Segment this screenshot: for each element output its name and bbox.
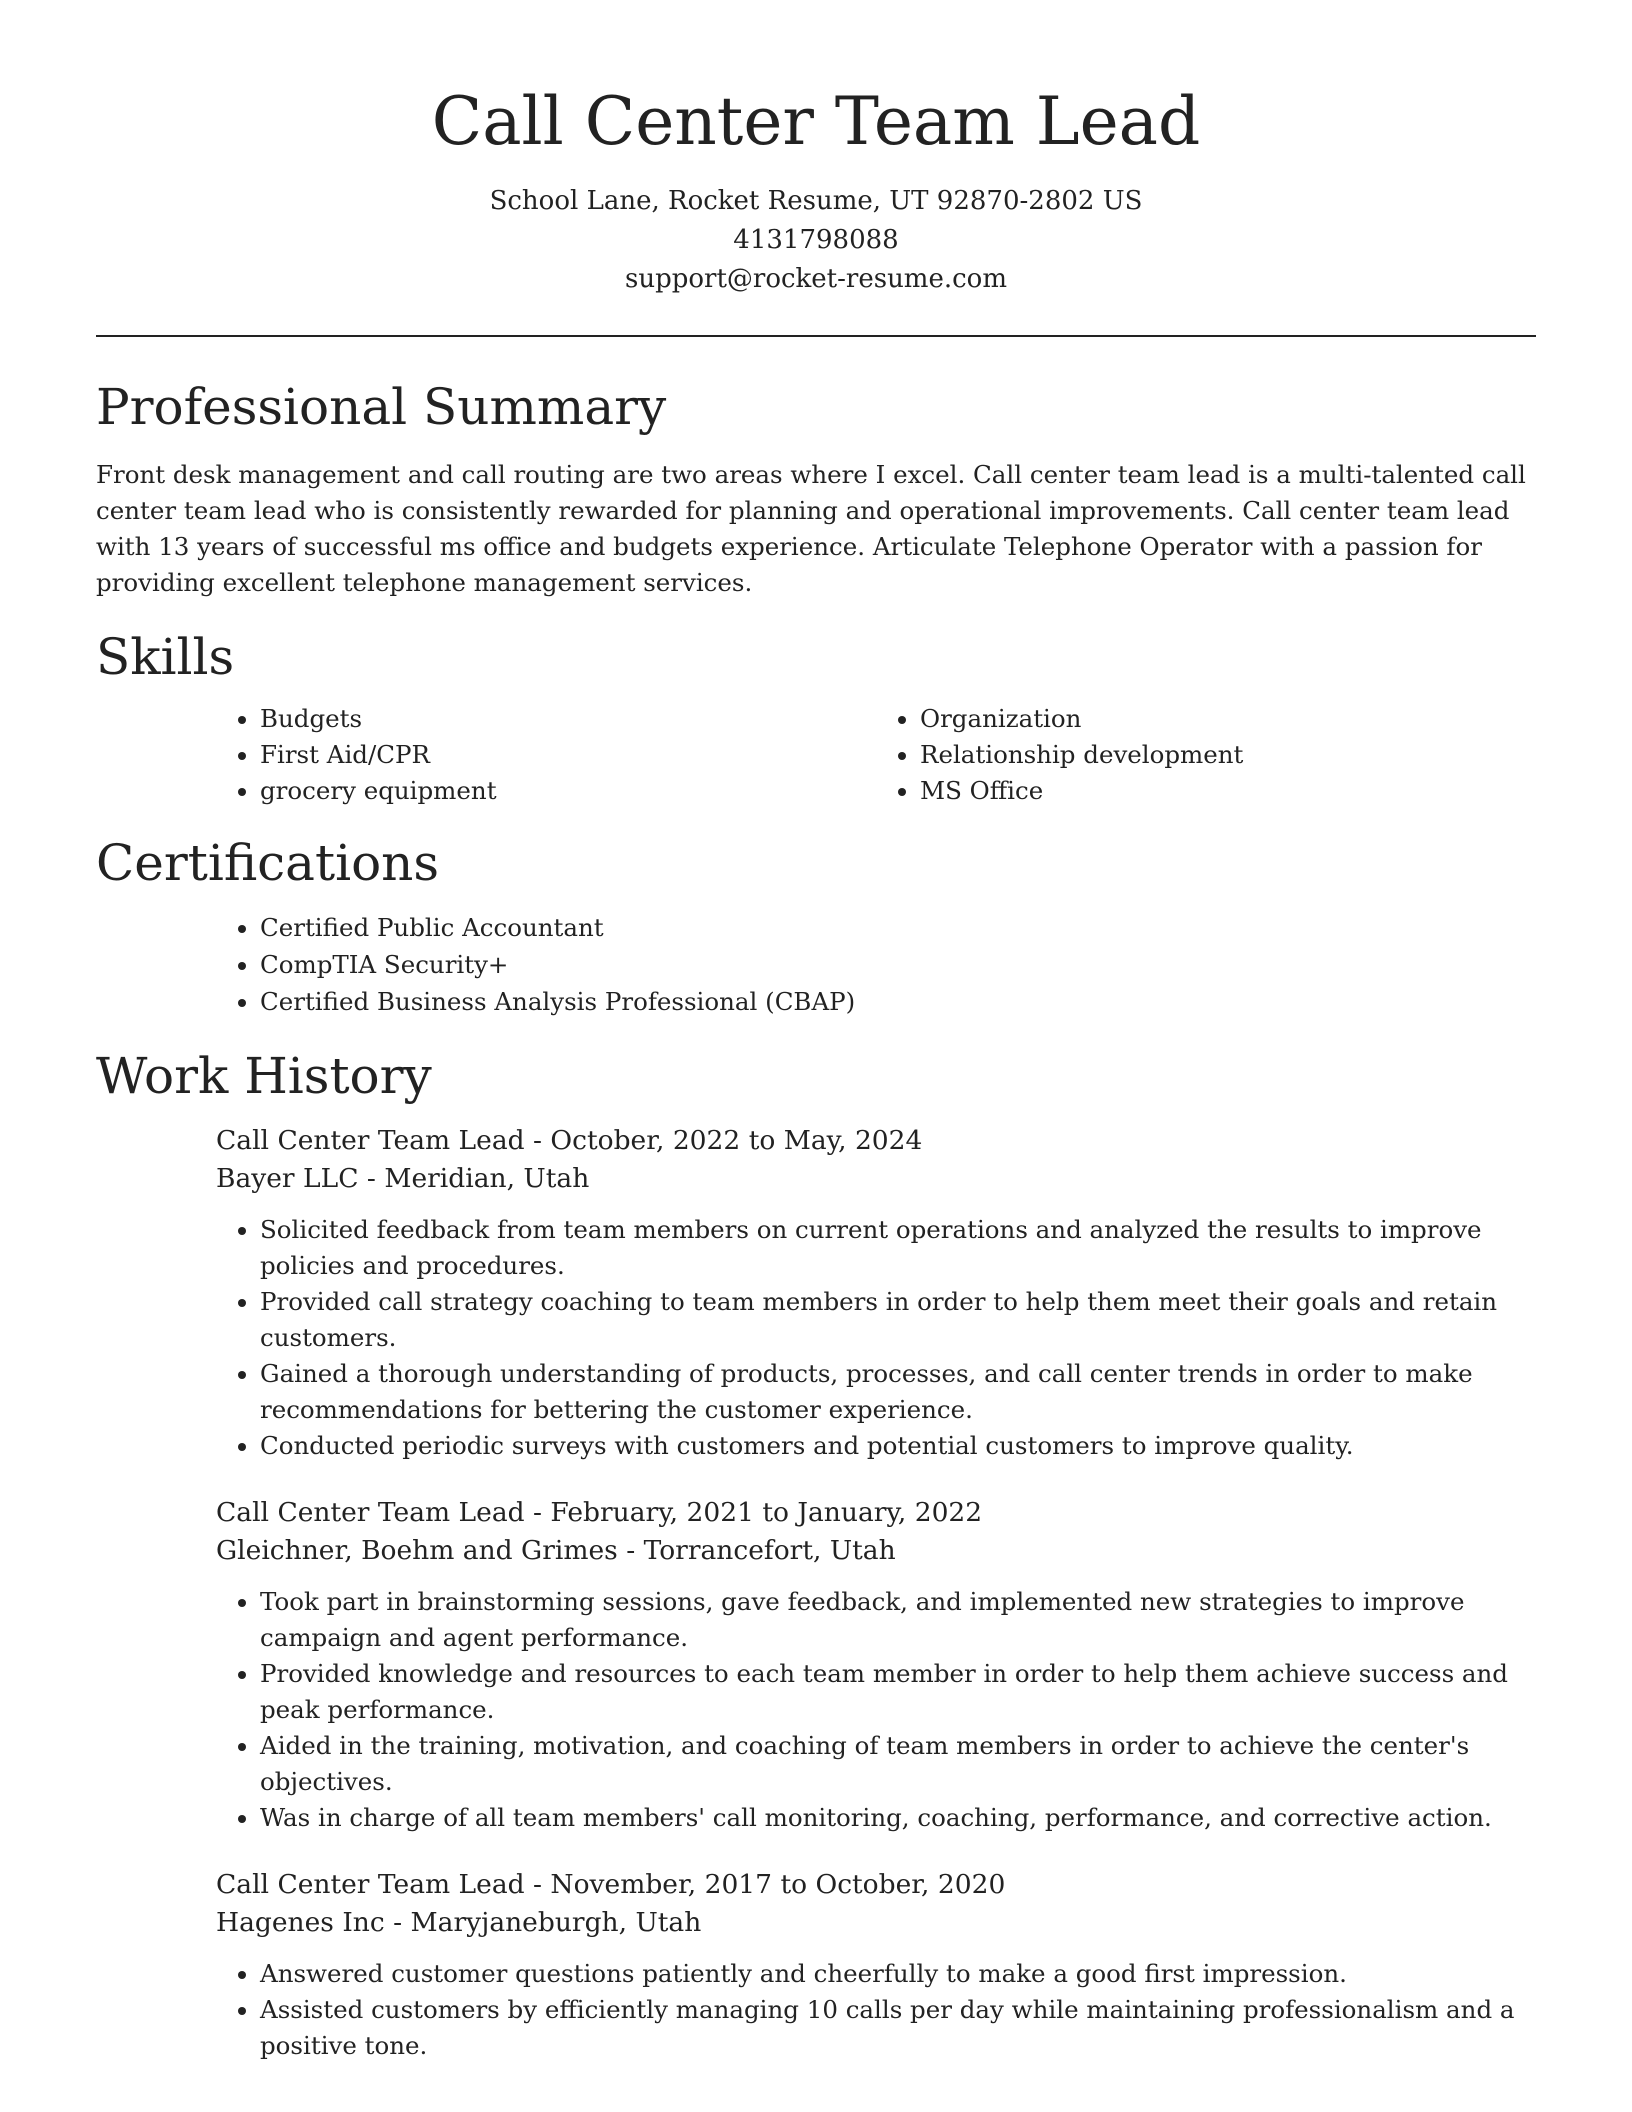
job-company-line: Gleichner, Boehm and Grimes - Torrancefort, Utah <box>216 1534 896 1566</box>
job-title: Call Center Team Lead <box>216 1124 525 1156</box>
job-dates: February, 2021 to January, 2022 <box>550 1496 983 1528</box>
candidate-name: Call Center Team Lead <box>431 83 1201 160</box>
skill-item: • MS Office <box>920 773 1536 809</box>
job-title-line: Call Center Team Lead - February, 2021 to January, 2022 <box>216 1496 983 1528</box>
job-bullet: • Was in charge of all team members' call monitoring, coaching, performance, and corrective action. <box>260 1800 1536 1836</box>
contact-address: School Lane, Rocket Resume, UT 92870-2802 US <box>489 185 1143 216</box>
job-location: Torrancefort, Utah <box>643 1534 896 1566</box>
contact-info <box>96 182 1536 299</box>
job-company-line: Hagenes Inc - Maryjaneburgh, Utah <box>216 1906 702 1938</box>
job-bullet: • Provided call strategy coaching to team members in order to help them meet their goals and retain customers. <box>260 1284 1536 1356</box>
job-dates: October, 2022 to May, 2024 <box>550 1124 923 1156</box>
job-bullet: • Conducted periodic surveys with customers and potential customers to improve quality. <box>260 1428 1536 1464</box>
job-company-line: Bayer LLC - Meridian, Utah <box>216 1162 590 1194</box>
skills-heading: Skills <box>96 627 235 686</box>
job-bullet: • Answered customer questions patiently and cheerfully to make a good first impression. <box>260 1956 1536 1992</box>
skills-column-left <box>216 701 876 809</box>
job-bullet: • Gained a thorough understanding of products, processes, and call center trends in order to make recommendations for bettering the customer experience. <box>260 1356 1536 1428</box>
job-company: Bayer LLC <box>216 1162 359 1194</box>
job-dates: November, 2017 to October, 2020 <box>550 1868 1006 1900</box>
contact-email: support@rocket-resume.com <box>624 263 1007 294</box>
job-title: Call Center Team Lead <box>216 1868 525 1900</box>
skill-item: • Relationship development <box>920 737 1536 773</box>
certification-item: • Certified Public Accountant <box>260 909 1536 946</box>
job-bullet: • Assisted customers by efficiently managing 10 calls per day while maintaining professionalism and a positive tone. <box>260 1992 1536 2064</box>
job-company: Hagenes Inc <box>216 1906 385 1938</box>
job-entry <box>216 1866 1536 2064</box>
certification-item: • CompTIA Security+ <box>260 946 1536 983</box>
job-entry <box>216 1494 1536 1836</box>
skill-item: • Organization <box>920 701 1536 737</box>
job-title: Call Center Team Lead <box>216 1496 525 1528</box>
job-location: Maryjaneburgh, Utah <box>410 1906 702 1938</box>
job-title-line: Call Center Team Lead - October, 2022 to May, 2024 <box>216 1124 923 1156</box>
job-bullet: • Aided in the training, motivation, and coaching of team members in order to achieve the center's objectives. <box>260 1728 1536 1800</box>
job-bullet: • Took part in brainstorming sessions, gave feedback, and implemented new strategies to improve campaign and agent performance. <box>260 1584 1536 1656</box>
job-bullets <box>216 1584 1536 1836</box>
skill-item: • First Aid/CPR <box>260 737 876 773</box>
certifications-heading: Certifications <box>96 833 440 892</box>
job-bullets <box>216 1956 1536 2064</box>
work-history-heading: Work History <box>96 1046 432 1105</box>
header-divider <box>96 335 1536 337</box>
job-title-line: Call Center Team Lead - November, 2017 to October, 2020 <box>216 1868 1006 1900</box>
job-bullet: • Provided knowledge and resources to each team member in order to help them achieve success and peak performance. <box>260 1656 1536 1728</box>
job-bullet: • Solicited feedback from team members on current operations and analyzed the results to improve policies and procedures. <box>260 1212 1536 1284</box>
job-bullets <box>216 1212 1536 1464</box>
job-entry <box>216 1122 1536 1464</box>
summary-heading: Professional Summary <box>96 377 667 436</box>
summary-text: Front desk management and call routing are two areas where I excel. Call center team lead is a multi-talented call center team lead who is consistently rewarded for planning and operational improvements. Call center team lead with 13 years of successful ms office and budgets experience. Articulate Telephone Operator with a passion for providing excellent telephone management services. <box>96 459 1526 597</box>
certification-item: • Certified Business Analysis Professional (CBAP) <box>260 983 1536 1020</box>
skill-item: • Budgets <box>260 701 876 737</box>
skill-item: • grocery equipment <box>260 773 876 809</box>
contact-phone: 4131798088 <box>733 224 899 255</box>
skills-list <box>216 701 1536 809</box>
job-location: Meridian, Utah <box>384 1162 590 1194</box>
job-company: Gleichner, Boehm and Grimes <box>216 1534 618 1566</box>
skills-column-right <box>876 701 1536 809</box>
resume-header <box>96 0 1536 299</box>
certifications-list <box>216 909 1536 1020</box>
